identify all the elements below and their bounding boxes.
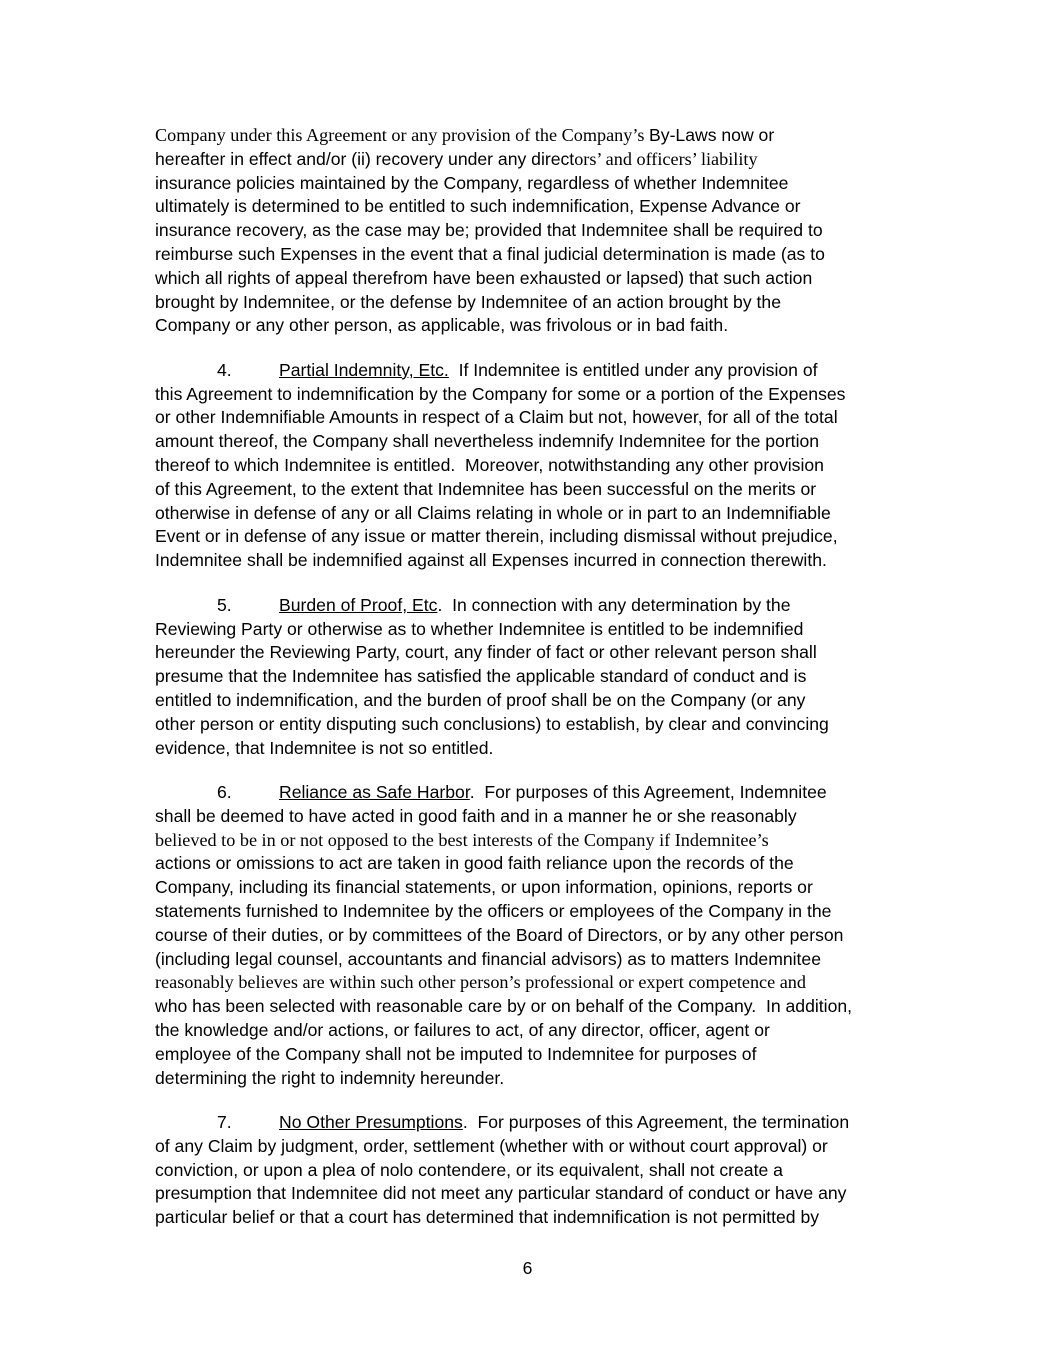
text-line: presumption that Indemnitee did not meet any particular standard of conduct or have any — [155, 1183, 847, 1204]
section-number: 5. — [217, 594, 232, 615]
text-line: reasonably believes are within such other person’s professional or expert competence and — [155, 972, 806, 993]
section-heading: Burden of Proof, Etc — [279, 594, 438, 615]
text-line: (including legal counsel, accountants and financial advisors) as to matters Indemnitee — [155, 948, 822, 969]
text-line: statements furnished to Indemnitee by the officers or employees of the Company in the — [155, 900, 832, 921]
text-line: insurance policies maintained by the Company, regardless of whether Indemnitee — [155, 172, 789, 193]
paragraph-spacer — [155, 1090, 905, 1111]
section-number: 4. — [217, 359, 232, 380]
text-line: otherwise in defense of any or all Claims relating in whole or in part to an Indemnifiable — [155, 502, 831, 523]
text-line: ultimately is determined to be entitled to such indemnification, Expense Advance or — [155, 196, 801, 217]
text-line: hereunder the Reviewing Party, court, any finder of fact or other relevant person shall — [155, 642, 817, 663]
paragraph-spacer — [155, 573, 905, 594]
text-line: Event or in defense of any issue or matter therein, including dismissal without prejudice, — [155, 526, 838, 547]
text-line: believed to be in or not opposed to the best interests of the Company if Indemnitee’s — [155, 829, 769, 850]
text-line: entitled to indemnification, and the burden of proof shall be on the Company (or any — [155, 689, 806, 710]
text-line: of this Agreement, to the extent that Indemnitee has been successful on the merits or — [155, 478, 817, 499]
section-6-reliance-safe-harbor — [155, 781, 905, 1090]
section-4-partial-indemnity — [155, 359, 905, 573]
section-heading: Reliance as Safe Harbor — [279, 781, 470, 802]
text-line: employee of the Company shall not be imputed to Indemnitee for purposes of — [155, 1043, 757, 1064]
section-7-no-other-presumptions — [155, 1111, 905, 1230]
text-line: thereof to which Indemnitee is entitled. Moreover, notwithstanding any other provision — [155, 455, 824, 476]
section-5-burden-of-proof — [155, 594, 905, 761]
text-line: hereafter in effect and/or (ii) recovery under any directors’ and officers’ liability — [155, 148, 758, 169]
text-line: which all rights of appeal therefrom have been exhausted or lapsed) that such action — [155, 267, 813, 288]
text-line: Company, including its financial statements, or upon information, opinions, reports or — [155, 877, 813, 898]
text-line: evidence, that Indemnitee is not so entitled. — [155, 737, 494, 758]
intro-paragraph — [155, 124, 905, 338]
text-line: particular belief or that a court has determined that indemnification is not permitted by — [155, 1207, 820, 1228]
text-line: Indemnitee shall be indemnified against all Expenses incurred in connection therewith. — [155, 550, 827, 571]
text-line: other person or entity disputing such conclusions) to establish, by clear and convincing — [155, 713, 829, 734]
text-line: reimburse such Expenses in the event that a final judicial determination is made (as to — [155, 243, 825, 264]
text-line: presume that the Indemnitee has satisfied the applicable standard of conduct and is — [155, 666, 807, 687]
page-number: 6 — [522, 1258, 533, 1278]
text-line: amount thereof, the Company shall nevertheless indemnify Indemnitee for the portion — [155, 431, 820, 452]
section-first-line: 4. Partial Indemnity, Etc. If Indemnitee is entitled under any provision of — [155, 359, 905, 383]
text-line: course of their duties, or by committees of the Board of Directors, or by any other person — [155, 924, 844, 945]
text-line: Company or any other person, as applicable, was frivolous or in bad faith. — [155, 315, 729, 336]
text-line: the knowledge and/or actions, or failures to act, of any director, officer, agent or — [155, 1019, 770, 1040]
section-heading: No Other Presumptions — [279, 1112, 463, 1133]
text-line: shall be deemed to have acted in good faith and in a manner he or she reasonably — [155, 805, 797, 826]
text-line: of any Claim by judgment, order, settlement (whether with or without court approval) or — [155, 1135, 828, 1156]
paragraph-spacer — [155, 338, 905, 359]
document-page — [155, 124, 905, 1230]
text-line: this Agreement to indemnification by the Company for some or a portion of the Expenses — [155, 383, 846, 404]
text-line: brought by Indemnitee, or the defense by Indemnitee of an action brought by the — [155, 291, 781, 312]
text-line: insurance recovery, as the case may be; provided that Indemnitee shall be required to — [155, 220, 823, 241]
text-line: or other Indemnifiable Amounts in respect of a Claim but not, however, for all of the total — [155, 407, 838, 428]
text-line: determining the right to indemnity hereunder. — [155, 1067, 505, 1088]
text-line: Company under this Agreement or any provision of the Company’s By-Laws now or — [155, 125, 775, 145]
section-first-line: 5. Burden of Proof, Etc. In connection with any determination by the — [155, 594, 905, 618]
paragraph-spacer — [155, 760, 905, 781]
text-line: conviction, or upon a plea of nolo contendere, or its equivalent, shall not create a — [155, 1159, 783, 1180]
section-first-line: 6. Reliance as Safe Harbor. For purposes of this Agreement, Indemnitee — [155, 781, 905, 805]
text-line: actions or omissions to act are taken in good faith reliance upon the records of the — [155, 853, 794, 874]
text-line: Reviewing Party or otherwise as to whether Indemnitee is entitled to be indemnified — [155, 618, 804, 639]
section-first-line: 7. No Other Presumptions. For purposes of this Agreement, the termination — [155, 1111, 905, 1135]
section-number: 7. — [217, 1112, 232, 1133]
text-line: who has been selected with reasonable care by or on behalf of the Company. In addition, — [155, 996, 853, 1017]
section-heading: Partial Indemnity, Etc. — [279, 359, 449, 380]
section-number: 6. — [217, 781, 232, 802]
